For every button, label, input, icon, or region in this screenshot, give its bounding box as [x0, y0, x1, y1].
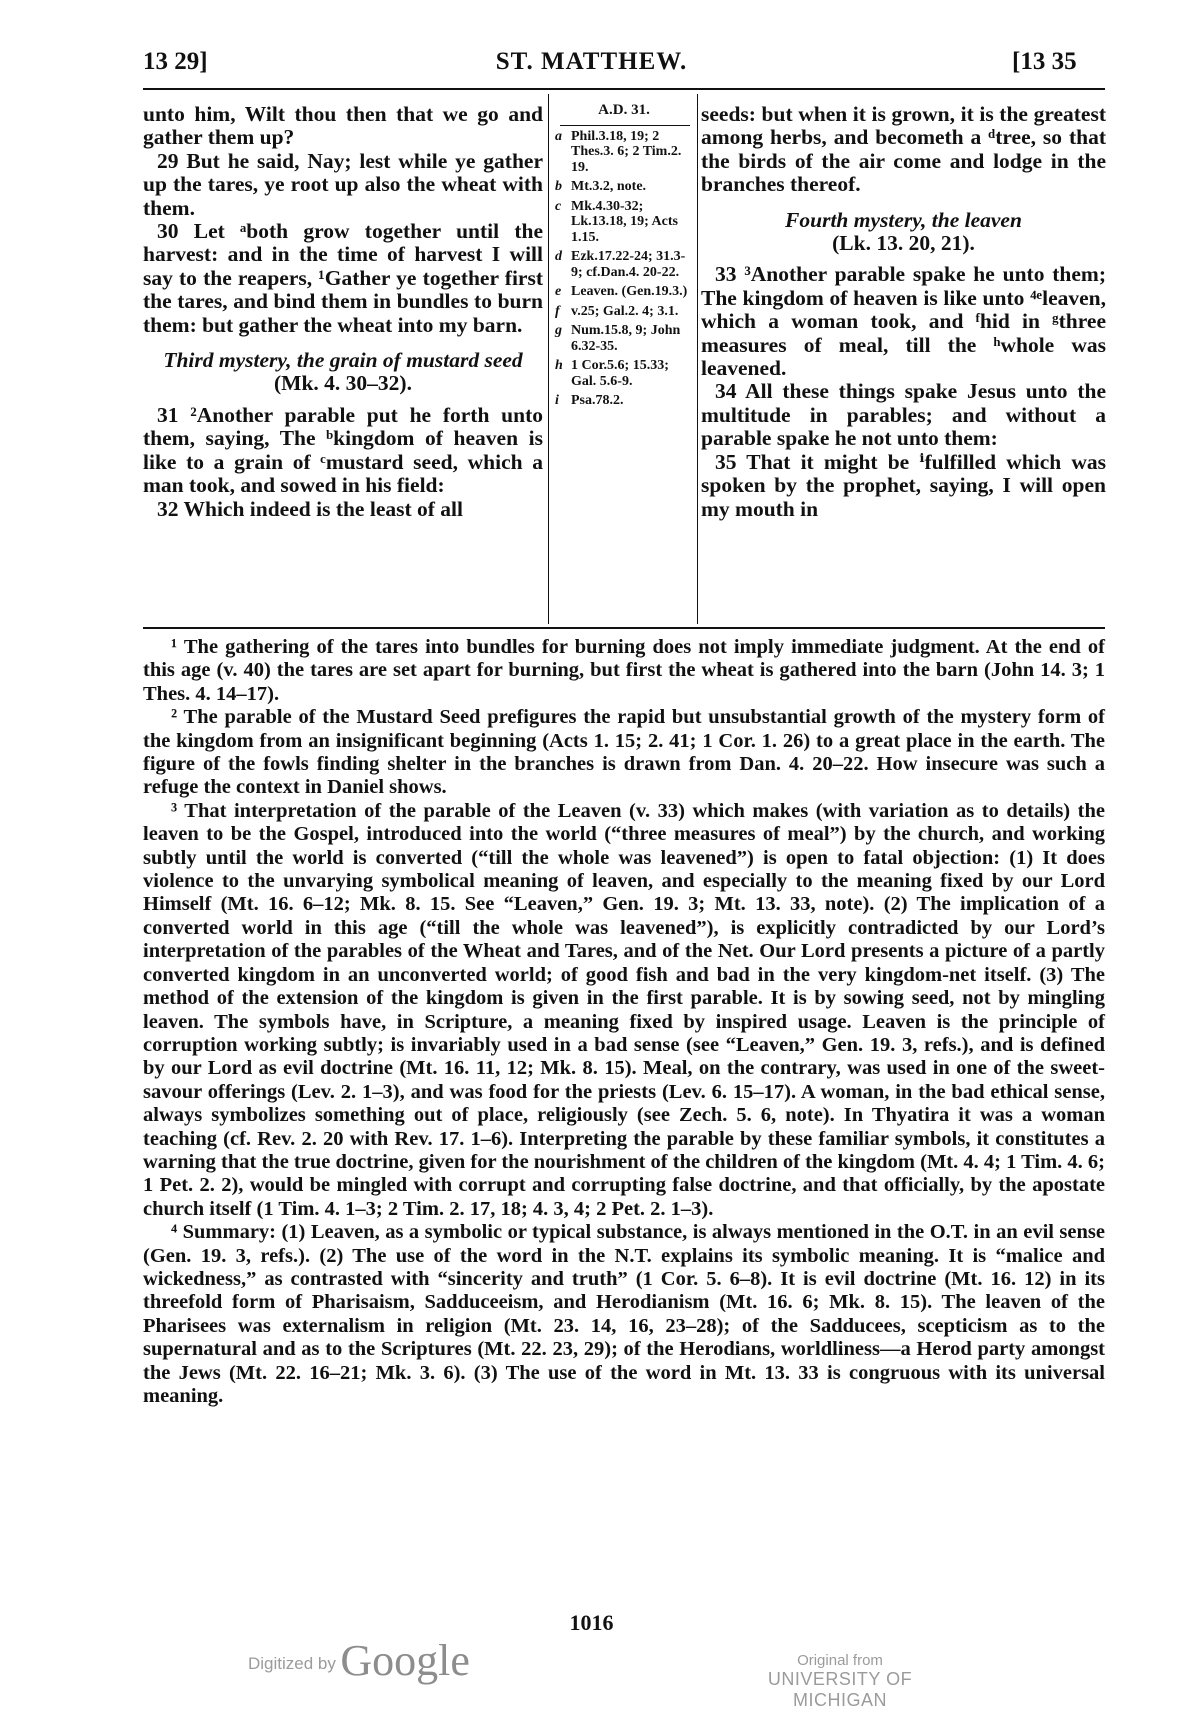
section-heading-reference: (Lk. 13. 20, 21).	[832, 231, 975, 256]
center-column-left-divider	[548, 94, 549, 624]
header-rule	[143, 88, 1105, 90]
reference-item: i Psa.78.2.	[555, 393, 624, 408]
footnotes	[143, 636, 1105, 1408]
verse-29: 29 But he said, Nay; lest while ye gather up the tares, ye root up also the wheat with them.	[143, 148, 543, 220]
verse-35: 35 That it might be ⁱfulfilled which was spoken by the prophet, saying, I will open my mouth in	[701, 449, 1106, 521]
date-heading: A.D. 31.	[598, 102, 650, 118]
verse-text: unto him, Wilt thou then that we go and gather them up?	[143, 102, 543, 150]
footnote-3: ³ That interpretation of the parable of the Leaven (v. 33) which makes (with variation as to details) the leaven to be the Gospel, introduced into the world (“three measures of meal”) by the church, and working subtly until the world is converted (“till the whole was leavened”) is open to fatal objection: (1) It does violence to the unvarying symbolical meaning of leaven, and especially to the meaning fixed by our Lord Himself (Mt. 16. 6–12; Mk. 8. 15. See “Leaven,” Gen. 19. 3; Mt. 13. 33, note). (2) The implication of a converted world in this age (“till the whole was leavened”), is explicitly contradicted by our Lord’s interpretation of the parables of the Wheat and Tares, and of the Net. Our Lord presents a picture of a partly converted kingdom in an unconverted world; of good fish and bad in the very kingdom-net itself. (3) The method of the extension of the kingdom is given in the first parable. It is by sowing seed, not by mingling leaven. The symbols have, in Scripture, a meaning fixed by inspired usage. Leaven is the principle of corruption working subtly; is invariably used in a bad sense (see “Leaven,” Gen. 19. 3, refs.), and is defined by our Lord as evil doctrine (Mt. 16. 11, 12; Mk. 8. 15). Meal, on the contrary, was used in one of the sweet-savour offerings (Lev. 2. 1–3), and was food for the priests (Lev. 6. 15–17). A woman, in the bad ethical sense, always symbolizes something out of place, religiously (see Zech. 5. 6, note). In Thyatira it was a woman teaching (cf. Rev. 2. 20 with Rev. 17. 1–6). Interpreting the parable by these familiar symbols, it constitutes a warning that the true doctrine, given for the nourishment of the children of the kingdom (Mt. 4. 4; 1 Tim. 4. 6; 1 Pet. 2. 2), would be mingled with corrupt and corrupting false doctrine, and that officially, by the apostate church itself (1 Tim. 4. 1–3; 2 Tim. 2. 17, 18; 4. 3, 4; 2 Pet. 2. 1–3).	[143, 799, 1105, 1220]
digitized-by-watermark	[248, 1635, 470, 1686]
marginal-references	[553, 103, 695, 411]
section-heading-fourth-mystery	[701, 209, 1106, 256]
left-text-column	[143, 103, 543, 521]
google-logo: Google	[340, 1636, 470, 1685]
reference-item: a Phil.3.18, 19; 2 Thes.3. 6; 2 Tim.2. 19.	[555, 128, 682, 175]
header-left-reference: 13 29]	[143, 48, 208, 75]
reference-item: e Leaven. (Gen.19.3.)	[555, 284, 688, 299]
page-number: 1016	[569, 1610, 614, 1635]
reference-item: c Mk.4.30-32; Lk.13.18, 19; Acts 1.15.	[555, 198, 678, 245]
verse-34: 34 All these things spake Jesus unto the multitude in parables; and without a parable spake he not unto them:	[701, 379, 1106, 451]
university-label: UNIVERSITY OF MICHIGAN	[767, 1669, 913, 1710]
footnote-2: ² The parable of the Mustard Seed prefigures the rapid but unsubstantial growth of the mystery form of the kingdom from an insignificant beginning (Acts 1. 15; 2. 41; 1 Cor. 1. 26) to a great place in the earth. The figure of the fowls finding shelter in the branches is drawn from Dan. 4. 20–22. How insecure was such a refuge the context in Daniel shows.	[143, 706, 1105, 799]
section-heading-reference: (Mk. 4. 30–32).	[274, 371, 412, 396]
footnote-4: ⁴ Summary: (1) Leaven, as a symbolic or typical substance, is always mentioned in the O.T. in an evil sense (Gen. 19. 3, refs.). (2) The use of the word in the N.T. explains its symbolic meaning. It is “malice and wickedness,” as contrasted with “sincerity and truth” (1 Cor. 5. 6–8). It is evil doctrine (Mt. 16. 12) in its threefold form of Pharisaism, Sadduceeism, and Herodianism (Mt. 16. 6; Mk. 8. 15). The leaven of the Pharisees was externalism in religion (Mt. 23. 14, 16, 23–28); of the Sadducees, scepticism as to the supernatural and as to the Scriptures (Mt. 22. 23, 29); of the Herodians, worldliness—a Herod party amongst the Jews (Mt. 22. 16–21; Mk. 3. 6). (3) The use of the word in Mt. 13. 33 is congruous with its universal meaning.	[143, 1221, 1105, 1407]
reference-item: g Num.15.8, 9; John 6.32-35.	[555, 323, 681, 354]
right-text-column	[701, 103, 1106, 521]
verse-33: 33 ³Another parable spake he unto them; The kingdom of heaven is like unto ⁴ᵉleaven, which a woman took, and ᶠhid in ᵍthree measures of meal, till the ʰwhole was leavened.	[701, 262, 1106, 381]
footnote-1: ¹ The gathering of the tares into bundles for burning does not imply immediate judgment. At the end of this age (v. 40) the tares are set apart for burning, but first the wheat is gathered into the barn (John 14. 3; 1 Thes. 4. 14–17).	[143, 636, 1105, 705]
verse-31: 31 ²Another parable put he forth unto them, saying, The ᵇkingdom of heaven is like to a grain of ᶜmustard seed, which a man took, and sowed in his field:	[143, 402, 543, 498]
section-heading-title: Third mystery, the grain of mustard seed	[163, 348, 523, 373]
footnote-rule	[143, 627, 1105, 629]
verse-30: 30 Let ᵃboth grow together until the harvest: and in the time of harvest I will say to the reapers, ¹Gather ye together first the tares, and bind them in bundles to burn them: but gather the wheat into my barn.	[143, 219, 543, 337]
digitized-by-label: Digitized by	[248, 1654, 336, 1673]
section-heading-title: Fourth mystery, the leaven	[785, 207, 1022, 232]
reference-item: h 1 Cor.5.6; 15.33; Gal. 5.6-9.	[555, 358, 669, 389]
section-heading-third-mystery	[143, 349, 543, 396]
center-column-right-divider	[697, 94, 698, 624]
original-from-label: Original from	[797, 1652, 883, 1669]
original-from-watermark	[720, 1652, 960, 1711]
reference-item: b Mt.3.2, note.	[555, 179, 647, 194]
verse-32: 32 Which indeed is the least of all	[157, 496, 463, 521]
reference-item: d Ezk.17.22-24; 31.3-9; cf.Dan.4. 20-22.	[555, 249, 686, 280]
header-right-reference: [13 35	[1012, 48, 1077, 75]
page-title: ST. MATTHEW.	[495, 48, 688, 75]
verse-text: seeds: but when it is grown, it is the greatest among herbs, and becometh a ᵈtree, so that the birds of the air come and lodge in the branches thereof.	[701, 102, 1106, 197]
reference-item: f v.25; Gal.2. 4; 3.1.	[555, 303, 679, 319]
